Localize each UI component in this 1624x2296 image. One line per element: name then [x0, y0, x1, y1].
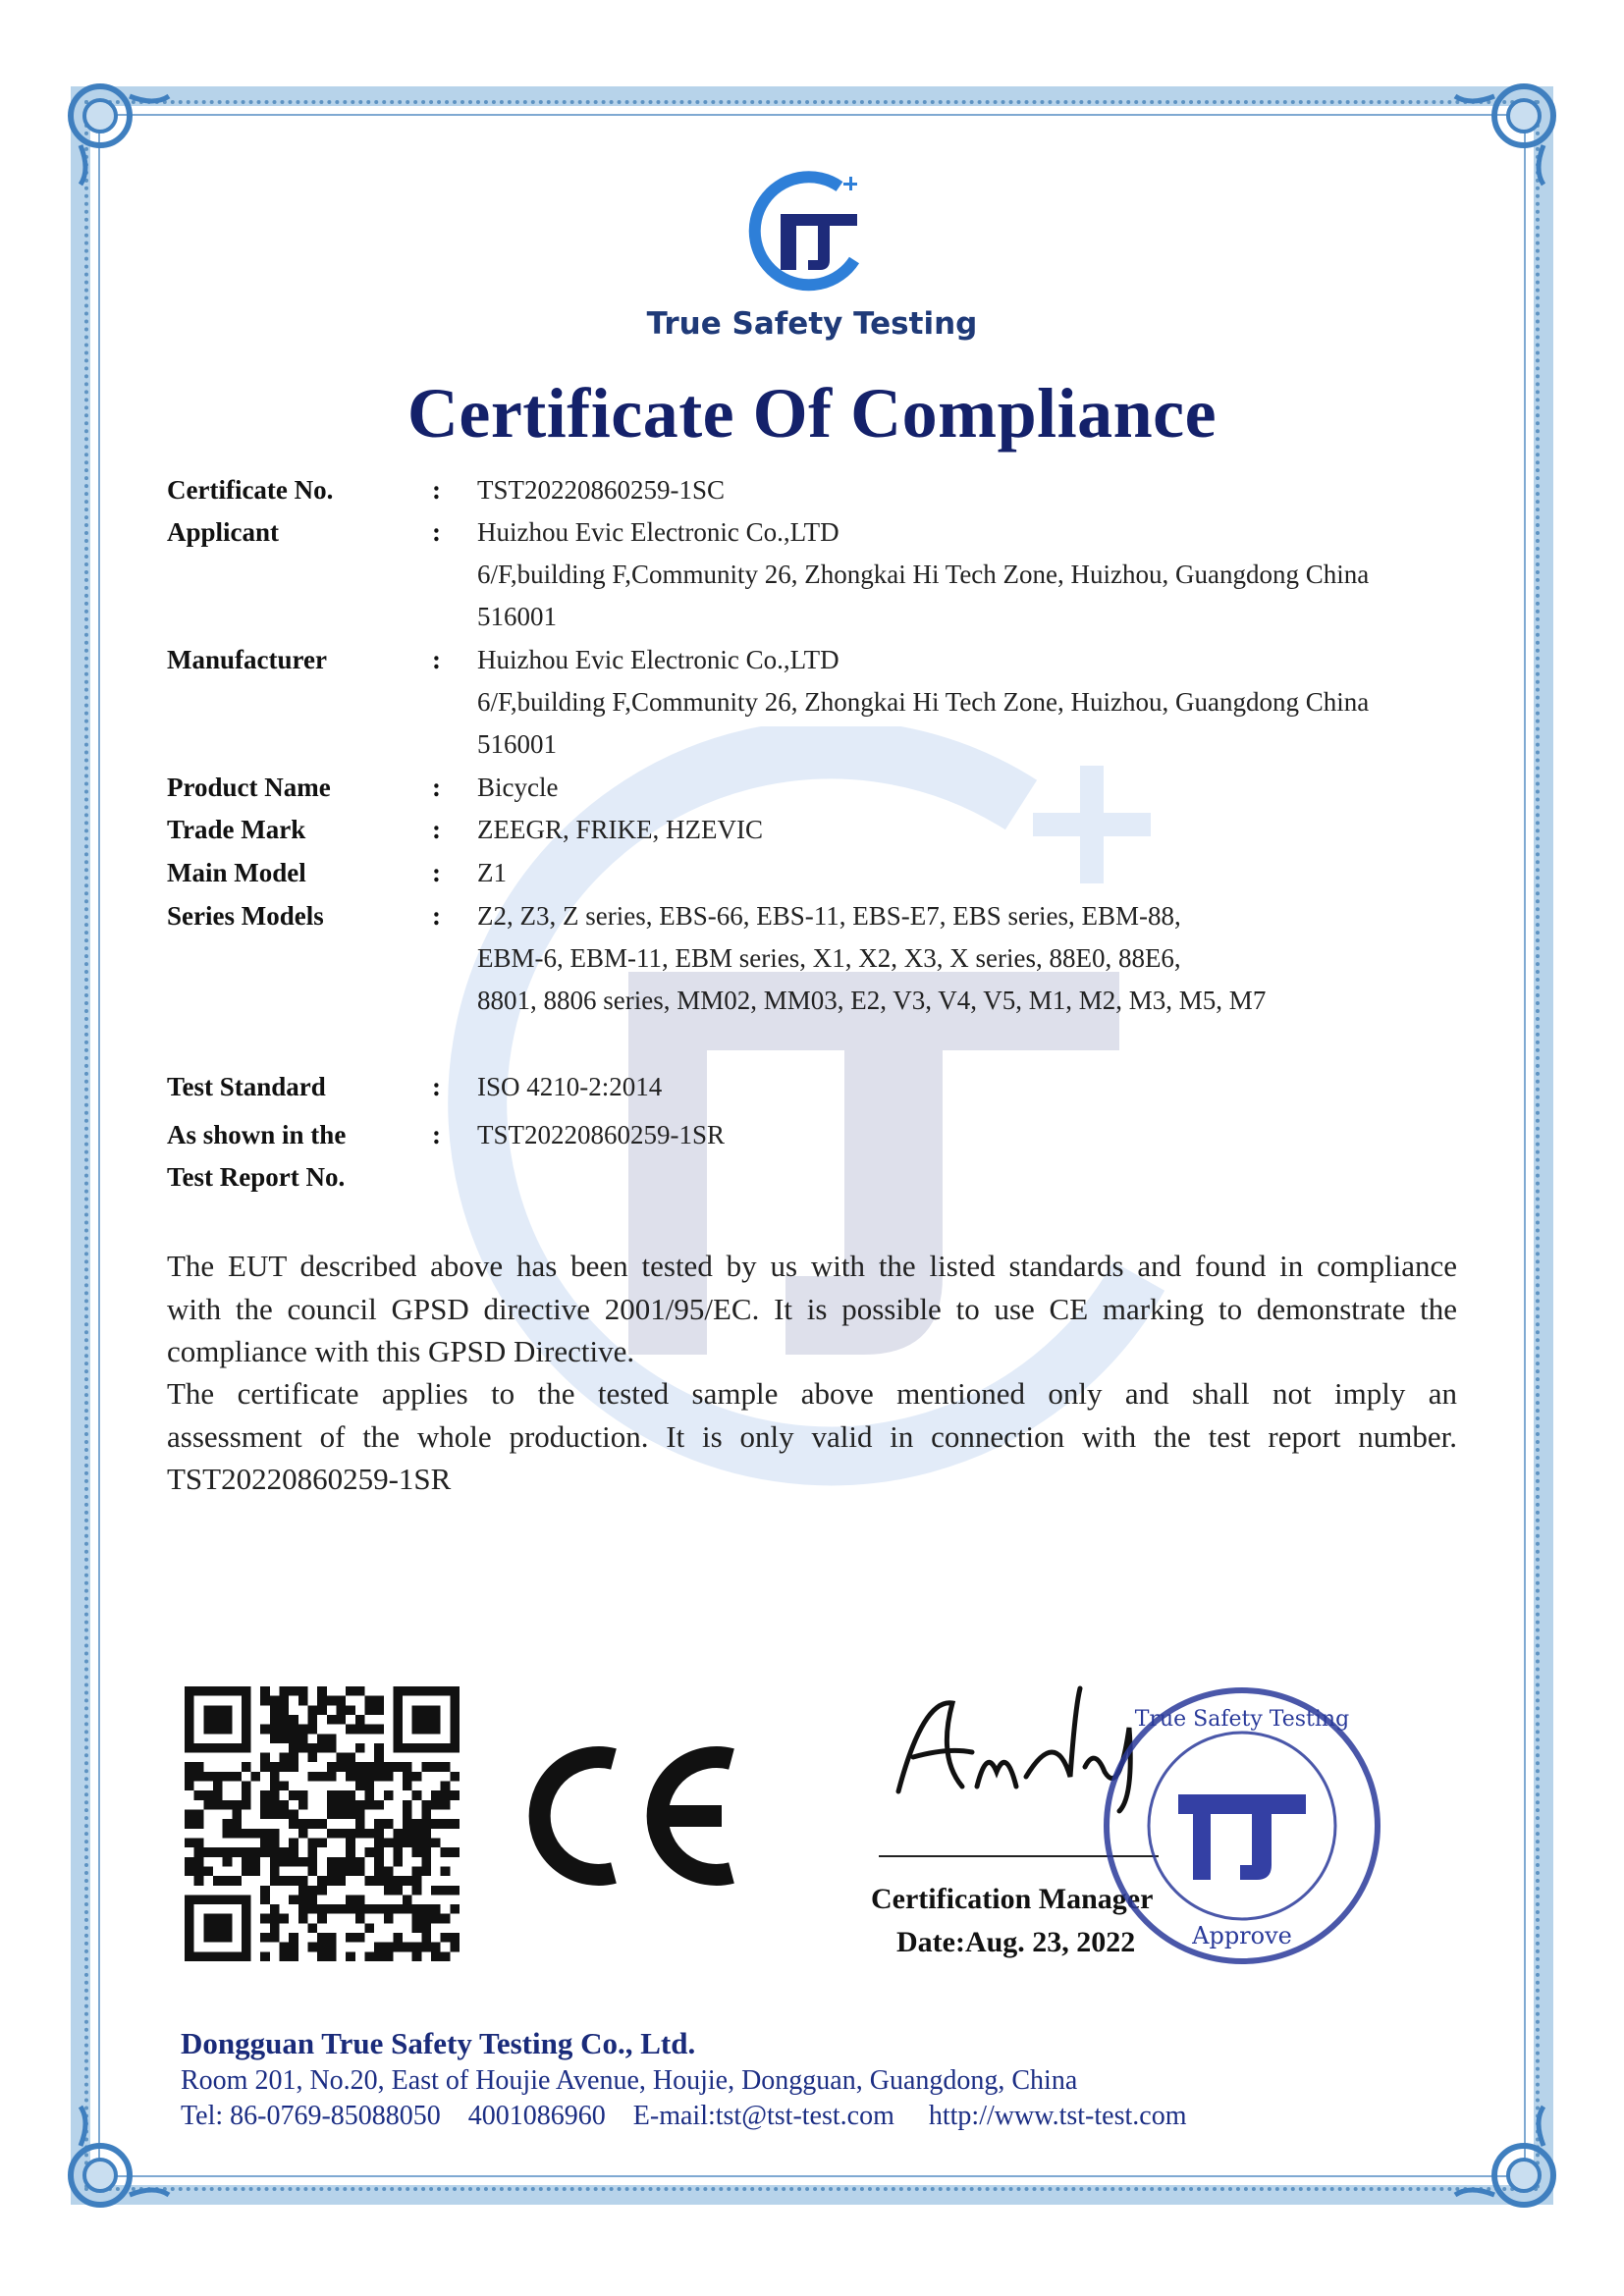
certificate-no-value: TST20220860259-1SC — [477, 475, 726, 505]
company-seal-stamp-icon — [1095, 1679, 1389, 1973]
main-model-label: Main Model — [167, 858, 306, 887]
qr-code-icon — [185, 1686, 460, 1961]
colon: : — [432, 773, 441, 802]
statement-line: assessment of the whole production. It is only valid in connection with the test report number. TST20220860259-1SR — [167, 1418, 1457, 1496]
corner-ornament-icon — [1445, 77, 1563, 194]
trade-mark-value: ZEEGR, FRIKE, HZEVIC — [477, 815, 763, 844]
statement-line: with the council GPSD directive 2001/95/EC. It is possible to use CE marking to demonstrate the compliance with this GPSD Directive. — [167, 1291, 1457, 1368]
footer-company-name: Dongguan True Safety Testing Co., Ltd. — [181, 2026, 696, 2060]
test-report-value: TST20220860259-1SR — [477, 1120, 726, 1149]
colon: : — [432, 475, 441, 505]
footer-address: Room 201, No.20, East of Houjie Avenue, Houjie, Dongguan, Guangdong, China — [181, 2065, 1078, 2096]
certificate-date: Date:Aug. 23, 2022 — [896, 1926, 1136, 1958]
colon: : — [432, 1120, 441, 1149]
applicant-address: 6/F,building F,Community 26, Zhongkai Hi Tech Zone, Huizhou, Guangdong China — [477, 560, 1370, 589]
colon: : — [432, 815, 441, 844]
trade-mark-label: Trade Mark — [167, 815, 306, 844]
applicant-label: Applicant — [167, 517, 280, 547]
certificate-title: Certificate Of Compliance — [406, 374, 1218, 453]
test-report-label: Test Report No. — [167, 1162, 346, 1192]
corner-ornament-icon — [1445, 2097, 1563, 2215]
series-models-line: Z2, Z3, Z series, EBS-66, EBS-11, EBS-E7, EBS series, EBM-88, — [477, 901, 1181, 931]
product-name-label: Product Name — [167, 773, 331, 802]
manufacturer-name: Huizhou Evic Electronic Co.,LTD — [477, 645, 839, 674]
main-model-value: Z1 — [477, 858, 507, 887]
tst-logo-icon — [741, 167, 879, 294]
series-models-line: 8801, 8806 series, MM02, MM03, E2, V3, V4, V5, M1, M2, M3, M5, M7 — [477, 986, 1267, 1015]
colon: : — [432, 858, 441, 887]
certificate-scope-statement — [167, 1372, 1457, 1501]
svg-text:True Safety Testing: True Safety Testing — [1134, 1707, 1350, 1732]
compliance-statement — [167, 1245, 1457, 1373]
applicant-name: Huizhou Evic Electronic Co.,LTD — [477, 517, 839, 547]
colon: : — [432, 645, 441, 674]
statement-line: The certificate applies to the tested sample above mentioned only and shall not imply an — [167, 1376, 1457, 1411]
colon: : — [432, 517, 441, 547]
colon: : — [432, 1072, 441, 1101]
test-standard-value: ISO 4210-2:2014 — [477, 1072, 663, 1101]
applicant-postcode: 516001 — [477, 602, 557, 631]
svg-text:Approve: Approve — [1192, 1922, 1292, 1949]
manufacturer-address: 6/F,building F,Community 26, Zhongkai Hi Tech Zone, Huizhou, Guangdong China — [477, 687, 1370, 717]
logo-text: True Safety Testing — [646, 306, 978, 342]
manufacturer-postcode: 516001 — [477, 729, 557, 759]
test-report-label: As shown in the — [167, 1120, 347, 1149]
test-standard-label: Test Standard — [167, 1072, 326, 1101]
statement-line: The EUT described above has been tested by us with the listed standards and found in compliance — [167, 1249, 1457, 1283]
colon: : — [432, 901, 441, 931]
certificate-no-label: Certificate No. — [167, 475, 334, 505]
corner-ornament-icon — [61, 2097, 179, 2215]
series-models-label: Series Models — [167, 901, 324, 931]
series-models-line: EBM-6, EBM-11, EBM series, X1, X2, X3, X series, 88E0, 88E6, — [477, 943, 1181, 973]
corner-ornament-icon — [61, 77, 179, 194]
signatory-title: Certification Manager — [871, 1883, 1154, 1915]
manufacturer-label: Manufacturer — [167, 645, 327, 674]
ce-mark-icon — [520, 1737, 746, 1895]
product-name-value: Bicycle — [477, 773, 559, 802]
footer-contact: Tel: 86-0769-85088050 4001086960 E-mail:tst@tst-test.com http://www.tst-test.com — [181, 2101, 1187, 2131]
